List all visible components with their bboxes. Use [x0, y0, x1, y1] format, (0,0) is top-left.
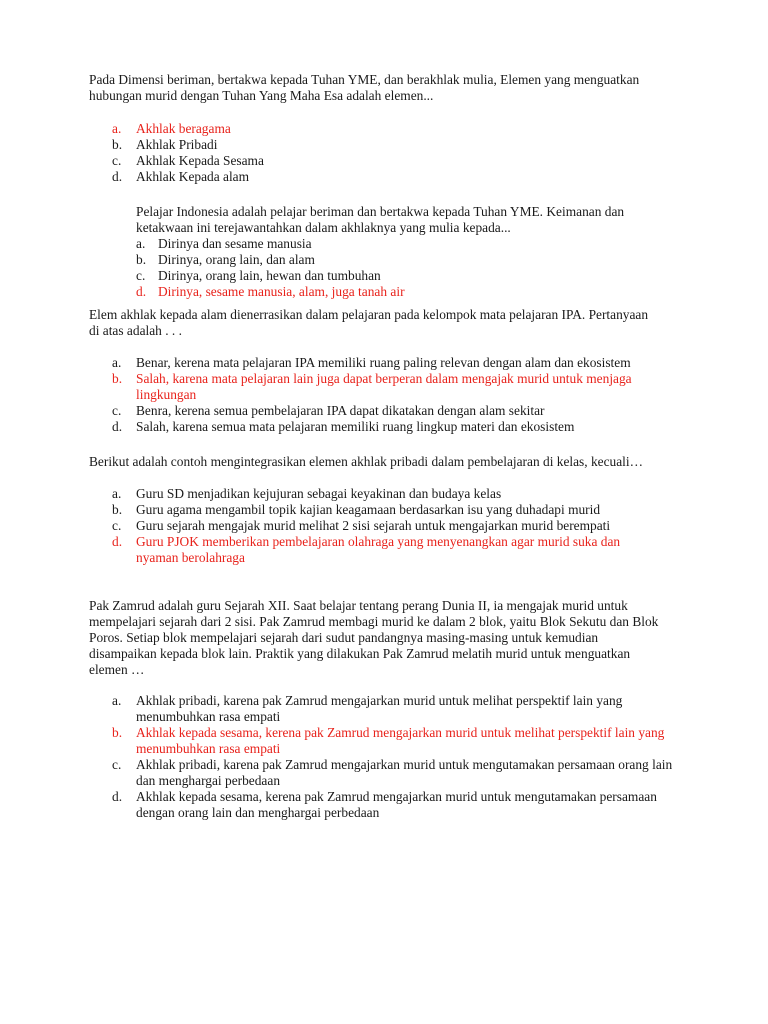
option-list-item: [89, 486, 679, 502]
option-letter: c.: [112, 403, 122, 418]
option-letter: d.: [136, 284, 147, 299]
option-list-item: [89, 725, 679, 757]
question-3-options: [89, 355, 639, 435]
option-letter: d.: [112, 169, 123, 184]
option-letter: a.: [112, 355, 122, 370]
option-list-item: [89, 757, 679, 789]
option-list-item: [89, 137, 689, 153]
option-text: Akhlak pribadi, karena pak Zamrud mengajarkan murid untuk melihat perspektif lain yang menumbuhkan rasa empati: [136, 693, 623, 724]
option-list-item: [89, 153, 689, 169]
question-4-text: Berikut adalah contoh mengintegrasikan elemen akhlak pribadi dalam pembelajaran di kelas, kecuali…: [89, 454, 644, 469]
option-text: Benra, kerena semua pembelajaran IPA dapat dikatakan dengan alam sekitar: [136, 403, 545, 418]
option-text: Guru PJOK memberikan pembelajaran olahraga yang menyenangkan agar murid suka dan nyaman berolahraga: [136, 534, 621, 565]
option-letter: b.: [112, 502, 123, 517]
option-text: Benar, kerena mata pelajaran IPA memiliki ruang paling relevan dengan alam dan ekosistem: [136, 355, 631, 370]
option-letter: b.: [112, 725, 123, 740]
question-5-options: [89, 693, 679, 821]
option-text: Salah, karena mata pelajaran lain juga dapat berperan dalam mengajak murid untuk menjaga lingkungan: [136, 371, 632, 402]
option-list-item: [136, 252, 689, 268]
option-text: Guru sejarah mengajak murid melihat 2 sisi sejarah untuk mengajarkan murid berempati: [136, 518, 611, 533]
option-text: Akhlak kepada sesama, kerena pak Zamrud mengajarkan murid untuk melihat perspektif lain yang menumbuhkan rasa empati: [136, 725, 665, 756]
option-list-item: [89, 355, 639, 371]
option-letter: a.: [136, 236, 146, 251]
option-letter: d.: [112, 419, 123, 434]
question-1-options: [89, 121, 689, 185]
option-text: Akhlak kepada sesama, kerena pak Zamrud mengajarkan murid untuk mengutamakan persamaan dengan orang lain dan menghargai perbedaan: [136, 789, 657, 820]
option-letter: d.: [112, 789, 123, 804]
option-list-item: [89, 169, 689, 185]
option-list-item: [136, 284, 689, 300]
option-letter: a.: [112, 121, 122, 136]
option-list-item: [136, 236, 689, 252]
option-letter: a.: [112, 693, 122, 708]
option-letter: c.: [112, 757, 122, 772]
option-list-item: [136, 268, 689, 284]
question-2-options: [136, 236, 689, 300]
option-list-item: [89, 693, 679, 725]
option-text: Dirinya, orang lain, dan alam: [158, 252, 315, 267]
option-text: Dirinya, sesame manusia, alam, juga tanah air: [158, 284, 405, 299]
question-1-text: Pada Dimensi beriman, bertakwa kepada Tuhan YME, dan berakhlak mulia, Elemen yang menguatkan hubungan murid dengan Tuhan Yang Maha Esa adalah elemen...: [89, 72, 640, 103]
option-letter: b.: [112, 137, 123, 152]
option-list-item: [89, 789, 679, 821]
option-letter: b.: [136, 252, 147, 267]
question-4-options: [89, 486, 679, 566]
option-text: Akhlak Pribadi: [136, 137, 218, 152]
question-3-text: Elem akhlak kepada alam dienerrasikan dalam pelajaran pada kelompok mata pelajaran IPA. Pertanyaan di atas adalah . . .: [89, 307, 649, 338]
option-text: Akhlak pribadi, karena pak Zamrud mengajarkan murid untuk mengutamakan persamaan orang lain dan menghargai perbedaan: [136, 757, 673, 788]
option-text: Guru agama mengambil topik kajian keagamaan berdasarkan isu yang duhadapi murid: [136, 502, 601, 517]
option-letter: d.: [112, 534, 123, 549]
option-text: Salah, karena semua mata pelajaran memiliki ruang lingkup materi dan ekosistem: [136, 419, 575, 434]
option-list-item: [89, 371, 639, 403]
option-letter: c.: [112, 153, 122, 168]
option-letter: b.: [112, 371, 123, 386]
option-letter: a.: [112, 486, 122, 501]
option-text: Akhlak Kepada alam: [136, 169, 250, 184]
option-list-item: [89, 121, 689, 137]
question-2-block: [136, 204, 689, 300]
option-list-item: [89, 502, 679, 518]
question-5-text: Pak Zamrud adalah guru Sejarah XII. Saat belajar tentang perang Dunia II, ia mengajak murid untuk mempelajari sejarah dari 2 sisi. Pak Zamrud membagi murid ke dalam 2 blok, yaitu Blok Sekutu dan Blok Poros. Setiap blok mempelajari sejarah dari sudut pandangnya masing-masing untuk kemudian disampaikan kepada blok lain. Praktik yang dilakukan Pak Zamrud melatih murid untuk menguatkan elemen …: [89, 598, 659, 677]
option-list-item: [89, 534, 656, 566]
option-letter: c.: [136, 268, 146, 283]
option-list-item: [89, 419, 639, 435]
option-text: Dirinya, orang lain, hewan dan tumbuhan: [158, 268, 381, 283]
option-list-item: [89, 518, 679, 534]
option-letter: c.: [112, 518, 122, 533]
document-page: [89, 72, 689, 821]
question-2-text: Pelajar Indonesia adalah pelajar beriman dan bertakwa kepada Tuhan YME. Keimanan dan ketakwaan ini terejawantahkan dalam akhlaknya yang mulia kepada...: [136, 204, 625, 235]
option-text: Dirinya dan sesame manusia: [158, 236, 312, 251]
option-text: Akhlak Kepada Sesama: [136, 153, 264, 168]
option-text: Akhlak beragama: [136, 121, 231, 136]
option-text: Guru SD menjadikan kejujuran sebagai keyakinan dan budaya kelas: [136, 486, 502, 501]
option-list-item: [89, 403, 639, 419]
